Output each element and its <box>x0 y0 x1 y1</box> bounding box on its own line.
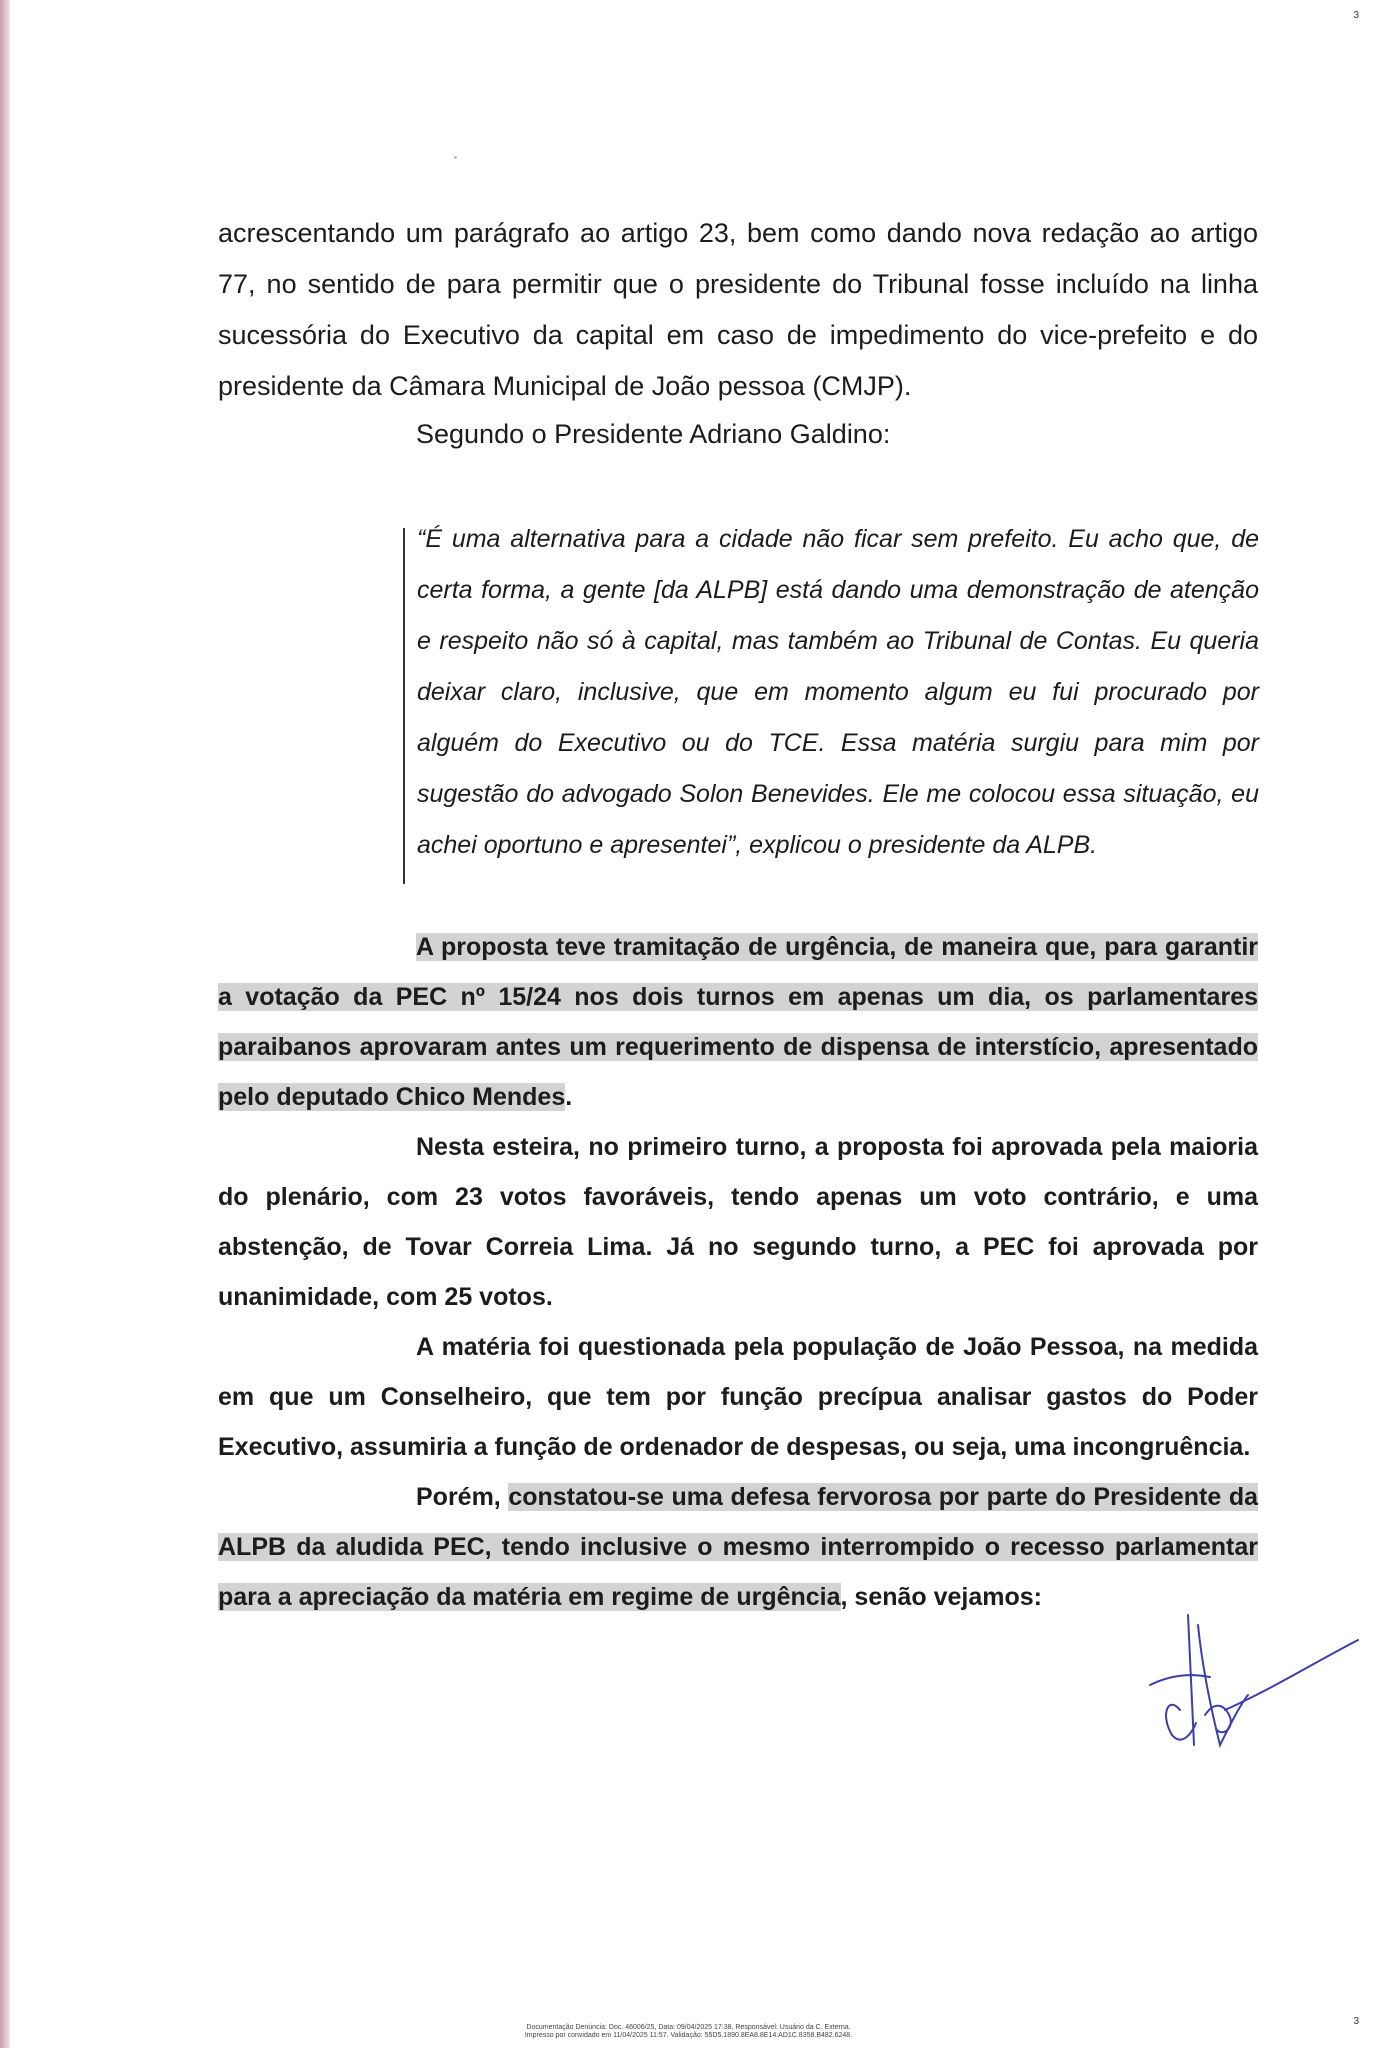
body-bold-section <box>218 922 1258 1622</box>
page-number-bottom: 3 <box>1353 2016 1359 2027</box>
highlighted-text: constatou-se uma defesa fervorosa por parte do Presidente da ALPB da aludida PEC, tendo inclusive o mesmo interrompido o recesso parlamentar para a apreciação da matéria em regime de urgência <box>218 1483 1258 1611</box>
quote-rule <box>403 528 405 884</box>
footer-line-2: Impresso por convidado em 11/04/2025 11:57. Validação: 55D5.1890.8EA8.8E14.AD1C.8358.B482.6248. <box>524 2032 853 2039</box>
paragraph-votes: Nesta esteira, no primeiro turno, a proposta foi aprovada pela maioria do plenário, com 23 votos favoráveis, tendo apenas um voto contrário, e uma abstenção, de Tovar Correia Lima. Já no segundo turno, a PEC foi aprovada por unanimidade, com 25 votos. <box>218 1133 1258 1311</box>
quote-block: “É uma alternativa para a cidade não ficar sem prefeito. Eu acho que, de certa forma, a gente [da ALPB] está dando uma demonstração de atenção e respeito não só à capital, mas também ao Tribunal de Contas. Eu queria deixar claro, inclusive, que em momento algum eu fui procurado por alguém do Executivo ou do TCE. Essa matéria surgiu para mim por sugestão do advogado Solon Benevides. Ele me colocou essa situação, eu achei oportuno e apresentei”, explicou o presidente da ALPB. <box>417 525 1259 859</box>
footer-line-1: Documentação Denúncia: Doc. 46006/25, Data: 09/04/2025 17:38, Responsável: Usuário da C. Externa. <box>526 2024 851 2031</box>
paragraph-questioned: A matéria foi questionada pela população de João Pessoa, na medida em que um Conselheiro, que tem por função precípua analisar gastos do Poder Executivo, assumiria a função de ordenador de despesas, ou seja, uma incongruência. <box>218 1333 1258 1461</box>
signature-mark <box>1130 1605 1360 1755</box>
paragraph-defense-lead: Porém, <box>416 1483 509 1511</box>
page-number-top: 3 <box>1353 10 1359 21</box>
scan-speck <box>454 156 457 159</box>
document-footer <box>0 2024 1377 2040</box>
paragraph-defense-tail: , senão vejamos: <box>840 1583 1043 1611</box>
intro-paragraph: acrescentando um parágrafo ao artigo 23, bem como dando nova redação ao artigo 77, no sentido de para permitir que o presidente do Tribunal fosse incluído na linha sucessória do Executivo da capital em caso de impedimento do vice-prefeito e do presidente da Câmara Municipal de João pessoa (CMJP). <box>218 218 1258 401</box>
highlighted-text: A proposta teve tramitação de urgência, de maneira que, para garantir a votação da PEC nº 15/24 nos dois turnos em apenas um dia, os parlamentares paraibanos aprovaram antes um requerimento de dispensa de interstício, apresentado pelo deputado Chico Mendes <box>218 933 1258 1111</box>
paragraph-defense <box>218 1472 1258 1622</box>
paragraph-urgency-end: . <box>565 1083 573 1111</box>
paragraph-urgency <box>218 922 1258 1122</box>
quote-heading: Segundo o Presidente Adriano Galdino: <box>416 419 891 449</box>
page-edge <box>0 0 10 2048</box>
